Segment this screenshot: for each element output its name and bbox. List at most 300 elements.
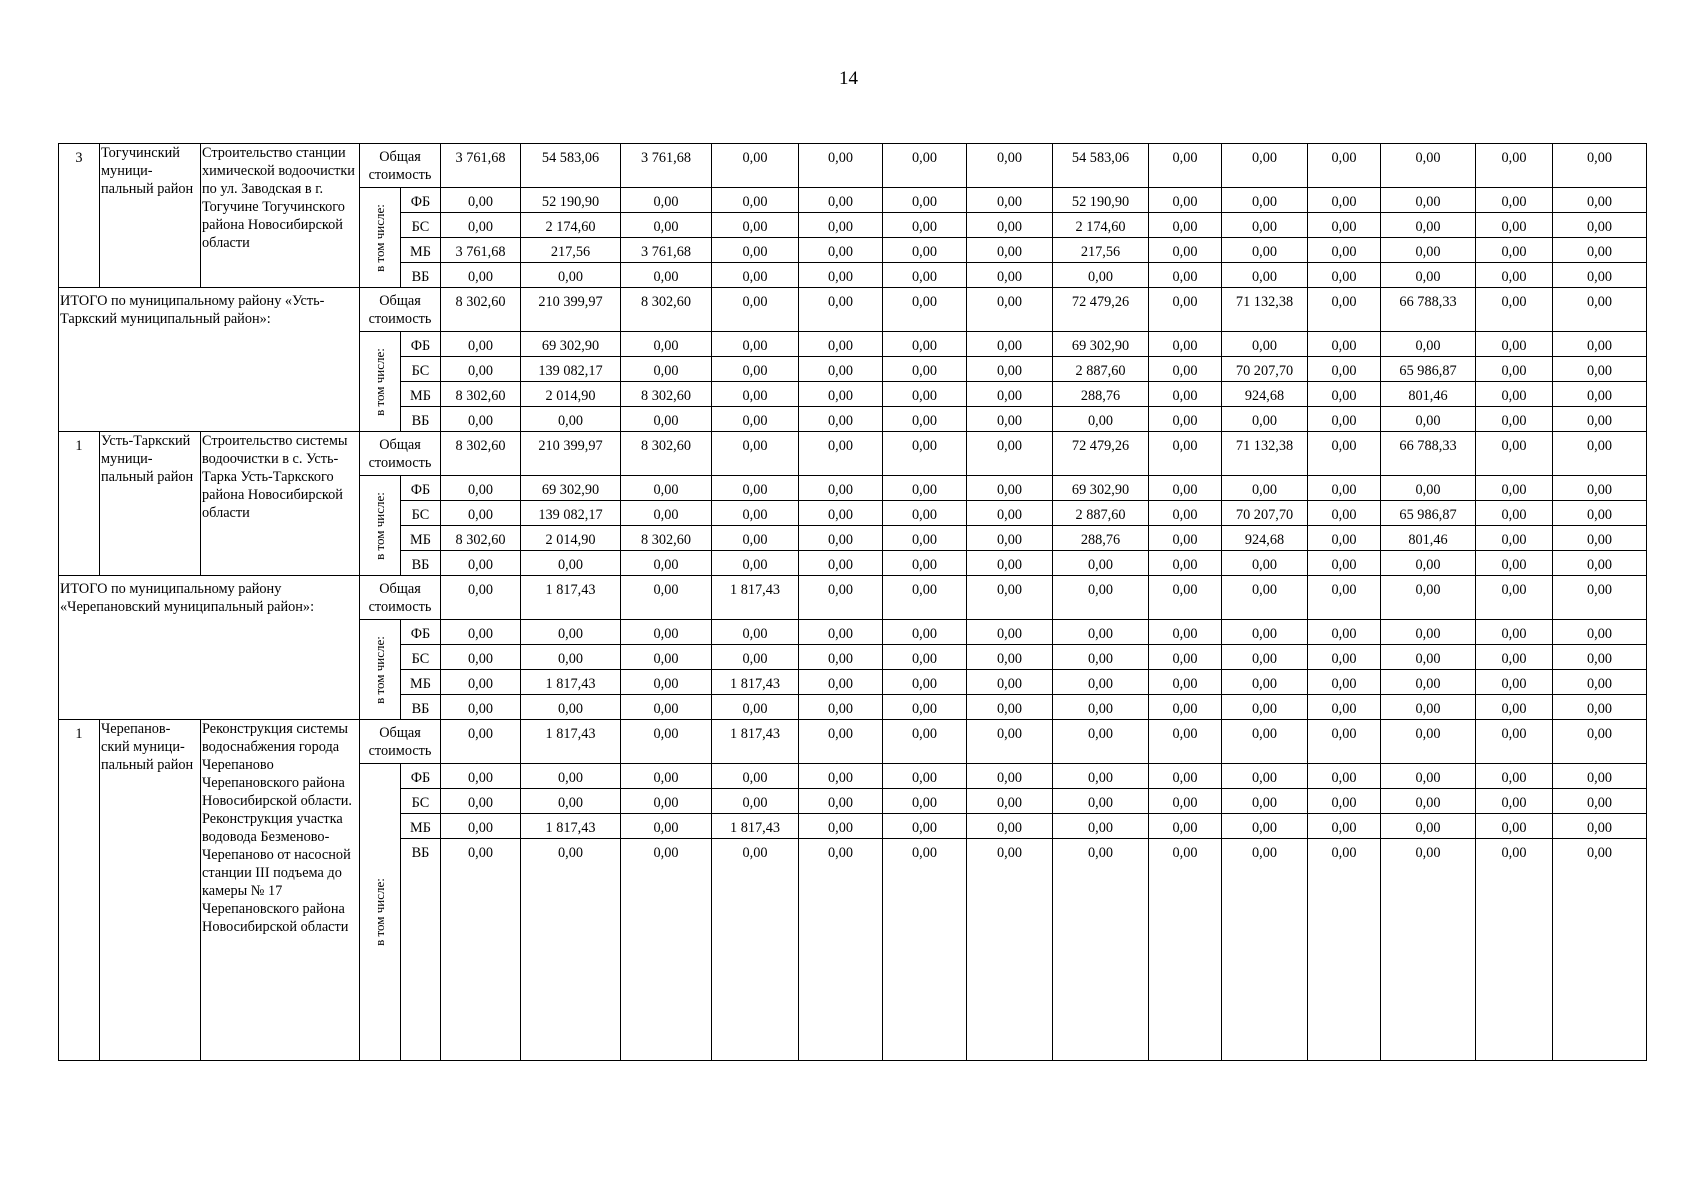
value-cell: 2 014,90 (521, 526, 621, 551)
value-cell: 0,00 (621, 332, 712, 357)
funding-source-code: ВБ (401, 839, 441, 1061)
value-cell: 0,00 (1308, 332, 1381, 357)
value-cell: 0,00 (883, 670, 967, 695)
value-cell: 0,00 (1053, 407, 1149, 432)
funding-source-code: МБ (401, 382, 441, 407)
value-cell: 0,00 (441, 188, 521, 213)
value-cell: 0,00 (1149, 764, 1222, 789)
value-cell: 0,00 (1381, 238, 1476, 263)
value-cell: 0,00 (1222, 764, 1308, 789)
value-cell: 0,00 (883, 476, 967, 501)
value-cell: 0,00 (621, 645, 712, 670)
value-cell: 0,00 (441, 263, 521, 288)
value-cell: 0,00 (621, 576, 712, 620)
value-cell: 0,00 (967, 432, 1053, 476)
value-cell: 0,00 (1476, 382, 1553, 407)
value-cell: 0,00 (1222, 213, 1308, 238)
value-cell: 8 302,60 (441, 432, 521, 476)
value-cell: 0,00 (441, 720, 521, 764)
value-cell: 0,00 (1476, 764, 1553, 789)
funding-source-code: ФБ (401, 764, 441, 789)
value-cell: 0,00 (1308, 476, 1381, 501)
value-cell: 0,00 (1476, 501, 1553, 526)
funding-source-code: ФБ (401, 476, 441, 501)
value-cell: 0,00 (712, 238, 799, 263)
value-cell: 70 207,70 (1222, 501, 1308, 526)
value-cell: 0,00 (799, 720, 883, 764)
value-cell: 0,00 (1053, 670, 1149, 695)
value-cell: 0,00 (712, 382, 799, 407)
table-row-total-cost (59, 144, 1647, 188)
value-cell: 0,00 (441, 814, 521, 839)
funding-source-code: БС (401, 357, 441, 382)
value-cell: 0,00 (1476, 144, 1553, 188)
value-cell: 217,56 (521, 238, 621, 263)
value-cell: 0,00 (1476, 476, 1553, 501)
value-cell: 0,00 (1553, 432, 1647, 476)
table-row-total-cost (59, 288, 1647, 332)
value-cell: 0,00 (1553, 288, 1647, 332)
project-description: Строительство системы водоочистки в с. Усть-Тарка Усть-Таркского района Новосибирской области (201, 432, 360, 576)
value-cell: 0,00 (1308, 720, 1381, 764)
value-cell: 0,00 (1149, 720, 1222, 764)
value-cell: 0,00 (1476, 288, 1553, 332)
funding-source-code: МБ (401, 814, 441, 839)
including-label-cell (360, 764, 401, 1061)
including-label: в том числе: (372, 203, 387, 272)
value-cell: 801,46 (1381, 526, 1476, 551)
value-cell: 0,00 (621, 551, 712, 576)
value-cell: 0,00 (883, 144, 967, 188)
value-cell: 0,00 (1222, 720, 1308, 764)
value-cell: 0,00 (621, 839, 712, 1061)
value-cell: 71 132,38 (1222, 432, 1308, 476)
value-cell: 0,00 (1553, 476, 1647, 501)
value-cell: 0,00 (1053, 764, 1149, 789)
value-cell: 0,00 (712, 764, 799, 789)
value-cell: 0,00 (621, 764, 712, 789)
funding-source-code: МБ (401, 238, 441, 263)
value-cell: 0,00 (1476, 432, 1553, 476)
value-cell: 0,00 (712, 695, 799, 720)
value-cell: 0,00 (712, 357, 799, 382)
value-cell: 0,00 (1222, 263, 1308, 288)
value-cell: 0,00 (883, 526, 967, 551)
value-cell: 0,00 (712, 188, 799, 213)
value-cell: 1 817,43 (712, 720, 799, 764)
value-cell: 8 302,60 (621, 288, 712, 332)
value-cell: 1 817,43 (712, 814, 799, 839)
value-cell: 0,00 (967, 764, 1053, 789)
funding-source-code: ФБ (401, 620, 441, 645)
value-cell: 0,00 (967, 551, 1053, 576)
value-cell: 1 817,43 (712, 576, 799, 620)
value-cell: 0,00 (1053, 551, 1149, 576)
value-cell: 0,00 (1222, 620, 1308, 645)
value-cell: 0,00 (1553, 407, 1647, 432)
value-cell: 0,00 (967, 501, 1053, 526)
value-cell: 0,00 (967, 814, 1053, 839)
value-cell: 1 817,43 (521, 720, 621, 764)
value-cell: 0,00 (967, 332, 1053, 357)
value-cell: 0,00 (1149, 332, 1222, 357)
value-cell: 0,00 (1553, 620, 1647, 645)
value-cell: 8 302,60 (441, 526, 521, 551)
value-cell: 0,00 (1308, 407, 1381, 432)
value-cell: 69 302,90 (521, 476, 621, 501)
total-cost-label: Общая стоимость (360, 288, 441, 332)
value-cell: 0,00 (621, 407, 712, 432)
district-name: Тогучинский муници-пальный район (100, 144, 201, 288)
value-cell: 0,00 (1308, 288, 1381, 332)
value-cell: 0,00 (712, 476, 799, 501)
value-cell: 0,00 (1149, 476, 1222, 501)
value-cell: 0,00 (1308, 764, 1381, 789)
value-cell: 0,00 (1381, 620, 1476, 645)
funding-source-code: ФБ (401, 332, 441, 357)
district-total-title: ИТОГО по муниципальному району «Усть-Таркский муниципальный район»: (59, 288, 360, 432)
value-cell: 0,00 (1553, 551, 1647, 576)
value-cell: 8 302,60 (441, 288, 521, 332)
value-cell: 0,00 (441, 620, 521, 645)
value-cell: 0,00 (1476, 576, 1553, 620)
value-cell: 0,00 (1308, 263, 1381, 288)
funding-source-code: ВБ (401, 551, 441, 576)
value-cell: 0,00 (967, 670, 1053, 695)
value-cell: 0,00 (883, 188, 967, 213)
table-row-total-cost (59, 432, 1647, 476)
value-cell: 0,00 (1149, 188, 1222, 213)
value-cell: 0,00 (967, 144, 1053, 188)
value-cell: 0,00 (1149, 357, 1222, 382)
value-cell: 0,00 (883, 764, 967, 789)
value-cell: 0,00 (883, 288, 967, 332)
value-cell: 0,00 (1553, 764, 1647, 789)
value-cell: 0,00 (1053, 720, 1149, 764)
value-cell: 3 761,68 (441, 238, 521, 263)
value-cell: 0,00 (883, 576, 967, 620)
value-cell: 0,00 (1476, 357, 1553, 382)
value-cell: 0,00 (1308, 670, 1381, 695)
value-cell: 0,00 (1476, 814, 1553, 839)
including-label-cell (360, 620, 401, 720)
value-cell: 0,00 (1381, 263, 1476, 288)
value-cell: 0,00 (621, 357, 712, 382)
budget-table (58, 143, 1647, 1061)
value-cell: 0,00 (1476, 407, 1553, 432)
value-cell: 0,00 (621, 476, 712, 501)
value-cell: 0,00 (1308, 213, 1381, 238)
including-label: в том числе: (372, 878, 387, 946)
value-cell: 0,00 (967, 382, 1053, 407)
value-cell: 0,00 (1053, 263, 1149, 288)
value-cell: 0,00 (621, 501, 712, 526)
value-cell: 8 302,60 (621, 432, 712, 476)
value-cell: 0,00 (967, 720, 1053, 764)
funding-source-code: БС (401, 501, 441, 526)
value-cell: 0,00 (1222, 814, 1308, 839)
value-cell: 52 190,90 (521, 188, 621, 213)
value-cell: 0,00 (1308, 620, 1381, 645)
value-cell: 0,00 (441, 213, 521, 238)
value-cell: 52 190,90 (1053, 188, 1149, 213)
value-cell: 2 887,60 (1053, 501, 1149, 526)
value-cell: 0,00 (799, 288, 883, 332)
value-cell: 0,00 (1149, 238, 1222, 263)
value-cell: 69 302,90 (1053, 476, 1149, 501)
value-cell: 0,00 (967, 476, 1053, 501)
value-cell: 0,00 (883, 789, 967, 814)
value-cell: 0,00 (621, 814, 712, 839)
value-cell: 0,00 (1149, 526, 1222, 551)
value-cell: 0,00 (1476, 188, 1553, 213)
value-cell: 0,00 (712, 501, 799, 526)
value-cell: 0,00 (712, 332, 799, 357)
value-cell: 0,00 (799, 476, 883, 501)
value-cell: 0,00 (1222, 144, 1308, 188)
value-cell: 54 583,06 (521, 144, 621, 188)
value-cell: 0,00 (1222, 645, 1308, 670)
value-cell: 0,00 (1149, 432, 1222, 476)
value-cell: 0,00 (1553, 695, 1647, 720)
value-cell: 0,00 (1553, 576, 1647, 620)
value-cell: 0,00 (1381, 670, 1476, 695)
value-cell: 0,00 (1308, 645, 1381, 670)
table-row-total-cost (59, 576, 1647, 620)
value-cell: 0,00 (1308, 144, 1381, 188)
value-cell: 0,00 (799, 670, 883, 695)
total-cost-label: Общая стоимость (360, 144, 441, 188)
value-cell: 0,00 (883, 695, 967, 720)
value-cell: 0,00 (1381, 839, 1476, 1061)
value-cell: 0,00 (967, 213, 1053, 238)
value-cell: 0,00 (799, 213, 883, 238)
value-cell: 0,00 (1222, 407, 1308, 432)
district-name: Черепанов-ский муници-пальный район (100, 720, 201, 1061)
value-cell: 0,00 (521, 620, 621, 645)
project-description: Строительство станции химической водоочистки по ул. Заводская в г. Тогучине Тогучинского района Новосибирской области (201, 144, 360, 288)
value-cell: 0,00 (1476, 695, 1553, 720)
value-cell: 0,00 (621, 789, 712, 814)
value-cell: 0,00 (1476, 839, 1553, 1061)
funding-source-code: БС (401, 213, 441, 238)
value-cell: 0,00 (1553, 263, 1647, 288)
value-cell: 0,00 (1053, 814, 1149, 839)
value-cell: 0,00 (441, 476, 521, 501)
value-cell: 0,00 (883, 839, 967, 1061)
value-cell: 0,00 (883, 501, 967, 526)
value-cell: 0,00 (1053, 695, 1149, 720)
value-cell: 0,00 (1553, 670, 1647, 695)
value-cell: 0,00 (441, 501, 521, 526)
value-cell: 0,00 (1053, 789, 1149, 814)
value-cell: 0,00 (799, 144, 883, 188)
value-cell: 0,00 (1553, 501, 1647, 526)
value-cell: 0,00 (521, 263, 621, 288)
project-description: Реконструкция системы водоснабжения города Черепаново Черепановского района Новосибирской области. Реконструкция участка водовода Безменово-Черепаново от насосной станции III подъема до камеры № 17 Черепановского района Новосибирской области (201, 720, 360, 1061)
including-label: в том числе: (372, 347, 387, 416)
including-label-cell (360, 476, 401, 576)
value-cell: 0,00 (799, 432, 883, 476)
value-cell: 8 302,60 (621, 526, 712, 551)
value-cell: 0,00 (967, 620, 1053, 645)
value-cell: 0,00 (1381, 789, 1476, 814)
value-cell: 0,00 (521, 789, 621, 814)
value-cell: 0,00 (712, 263, 799, 288)
value-cell: 0,00 (1149, 213, 1222, 238)
funding-source-code: МБ (401, 526, 441, 551)
funding-source-code: БС (401, 645, 441, 670)
value-cell: 65 986,87 (1381, 357, 1476, 382)
value-cell: 1 817,43 (521, 670, 621, 695)
value-cell: 0,00 (441, 645, 521, 670)
total-cost-label: Общая стоимость (360, 720, 441, 764)
district-total-title: ИТОГО по муниципальному району «Черепановский муниципальный район»: (59, 576, 360, 720)
value-cell: 801,46 (1381, 382, 1476, 407)
value-cell: 0,00 (883, 814, 967, 839)
value-cell: 0,00 (1553, 789, 1647, 814)
value-cell: 0,00 (799, 620, 883, 645)
value-cell: 210 399,97 (521, 432, 621, 476)
value-cell: 0,00 (799, 332, 883, 357)
value-cell: 0,00 (1149, 263, 1222, 288)
value-cell: 0,00 (1553, 645, 1647, 670)
value-cell: 0,00 (441, 789, 521, 814)
total-cost-label: Общая стоимость (360, 432, 441, 476)
value-cell: 0,00 (967, 238, 1053, 263)
value-cell: 0,00 (1476, 620, 1553, 645)
value-cell: 924,68 (1222, 382, 1308, 407)
district-name: Усть-Таркский муници-пальный район (100, 432, 201, 576)
value-cell: 72 479,26 (1053, 288, 1149, 332)
value-cell: 0,00 (1222, 695, 1308, 720)
value-cell: 69 302,90 (1053, 332, 1149, 357)
value-cell: 0,00 (1381, 188, 1476, 213)
value-cell: 924,68 (1222, 526, 1308, 551)
value-cell: 0,00 (967, 789, 1053, 814)
value-cell: 0,00 (621, 670, 712, 695)
value-cell: 0,00 (1381, 213, 1476, 238)
value-cell: 0,00 (967, 526, 1053, 551)
value-cell: 0,00 (1553, 382, 1647, 407)
value-cell: 0,00 (1149, 382, 1222, 407)
value-cell: 0,00 (883, 720, 967, 764)
value-cell: 66 788,33 (1381, 432, 1476, 476)
value-cell: 0,00 (967, 288, 1053, 332)
value-cell: 0,00 (521, 551, 621, 576)
value-cell: 0,00 (1476, 789, 1553, 814)
value-cell: 0,00 (1476, 263, 1553, 288)
value-cell: 0,00 (441, 670, 521, 695)
value-cell: 0,00 (1149, 789, 1222, 814)
value-cell: 2 174,60 (521, 213, 621, 238)
value-cell: 0,00 (799, 526, 883, 551)
total-cost-label: Общая стоимость (360, 576, 441, 620)
value-cell: 0,00 (1381, 720, 1476, 764)
value-cell: 288,76 (1053, 526, 1149, 551)
value-cell: 0,00 (883, 263, 967, 288)
value-cell: 0,00 (1149, 407, 1222, 432)
value-cell: 0,00 (1308, 501, 1381, 526)
value-cell: 0,00 (1149, 576, 1222, 620)
value-cell: 0,00 (712, 288, 799, 332)
value-cell: 0,00 (1308, 839, 1381, 1061)
value-cell: 0,00 (1222, 839, 1308, 1061)
value-cell: 0,00 (799, 695, 883, 720)
value-cell: 0,00 (1476, 645, 1553, 670)
value-cell: 0,00 (712, 620, 799, 645)
value-cell: 0,00 (441, 576, 521, 620)
including-label-cell (360, 332, 401, 432)
including-label: в том числе: (372, 635, 387, 704)
value-cell: 0,00 (1308, 238, 1381, 263)
value-cell: 0,00 (883, 213, 967, 238)
value-cell: 288,76 (1053, 382, 1149, 407)
value-cell: 0,00 (521, 407, 621, 432)
value-cell: 0,00 (1476, 720, 1553, 764)
value-cell: 0,00 (799, 551, 883, 576)
value-cell: 0,00 (441, 551, 521, 576)
value-cell: 0,00 (1553, 188, 1647, 213)
value-cell: 0,00 (883, 238, 967, 263)
value-cell: 0,00 (712, 144, 799, 188)
value-cell: 0,00 (1476, 238, 1553, 263)
value-cell: 0,00 (712, 839, 799, 1061)
value-cell: 0,00 (967, 576, 1053, 620)
value-cell: 0,00 (521, 695, 621, 720)
value-cell: 0,00 (521, 839, 621, 1061)
value-cell: 0,00 (1149, 839, 1222, 1061)
value-cell: 2 174,60 (1053, 213, 1149, 238)
value-cell: 0,00 (1381, 814, 1476, 839)
value-cell: 0,00 (1308, 551, 1381, 576)
value-cell: 0,00 (621, 620, 712, 645)
value-cell: 0,00 (1476, 670, 1553, 695)
page-number: 14 (839, 68, 858, 89)
value-cell: 0,00 (967, 188, 1053, 213)
value-cell: 0,00 (1553, 720, 1647, 764)
value-cell: 0,00 (1149, 670, 1222, 695)
value-cell: 0,00 (1381, 332, 1476, 357)
value-cell: 0,00 (1308, 357, 1381, 382)
funding-source-code: ВБ (401, 695, 441, 720)
funding-source-code: МБ (401, 670, 441, 695)
value-cell: 2 014,90 (521, 382, 621, 407)
value-cell: 0,00 (799, 789, 883, 814)
value-cell: 0,00 (1222, 789, 1308, 814)
value-cell: 0,00 (1381, 695, 1476, 720)
value-cell: 0,00 (441, 332, 521, 357)
value-cell: 0,00 (1381, 144, 1476, 188)
funding-source-code: БС (401, 789, 441, 814)
value-cell: 0,00 (967, 263, 1053, 288)
value-cell: 0,00 (441, 407, 521, 432)
value-cell: 0,00 (1222, 476, 1308, 501)
value-cell: 0,00 (1149, 288, 1222, 332)
value-cell: 0,00 (1053, 576, 1149, 620)
value-cell: 139 082,17 (521, 501, 621, 526)
value-cell: 0,00 (621, 695, 712, 720)
value-cell: 139 082,17 (521, 357, 621, 382)
value-cell: 0,00 (1222, 238, 1308, 263)
value-cell: 0,00 (441, 764, 521, 789)
value-cell: 0,00 (883, 357, 967, 382)
including-label: в том числе: (372, 491, 387, 560)
value-cell: 0,00 (1222, 576, 1308, 620)
value-cell: 0,00 (1308, 526, 1381, 551)
value-cell: 0,00 (1553, 213, 1647, 238)
value-cell: 0,00 (1381, 407, 1476, 432)
